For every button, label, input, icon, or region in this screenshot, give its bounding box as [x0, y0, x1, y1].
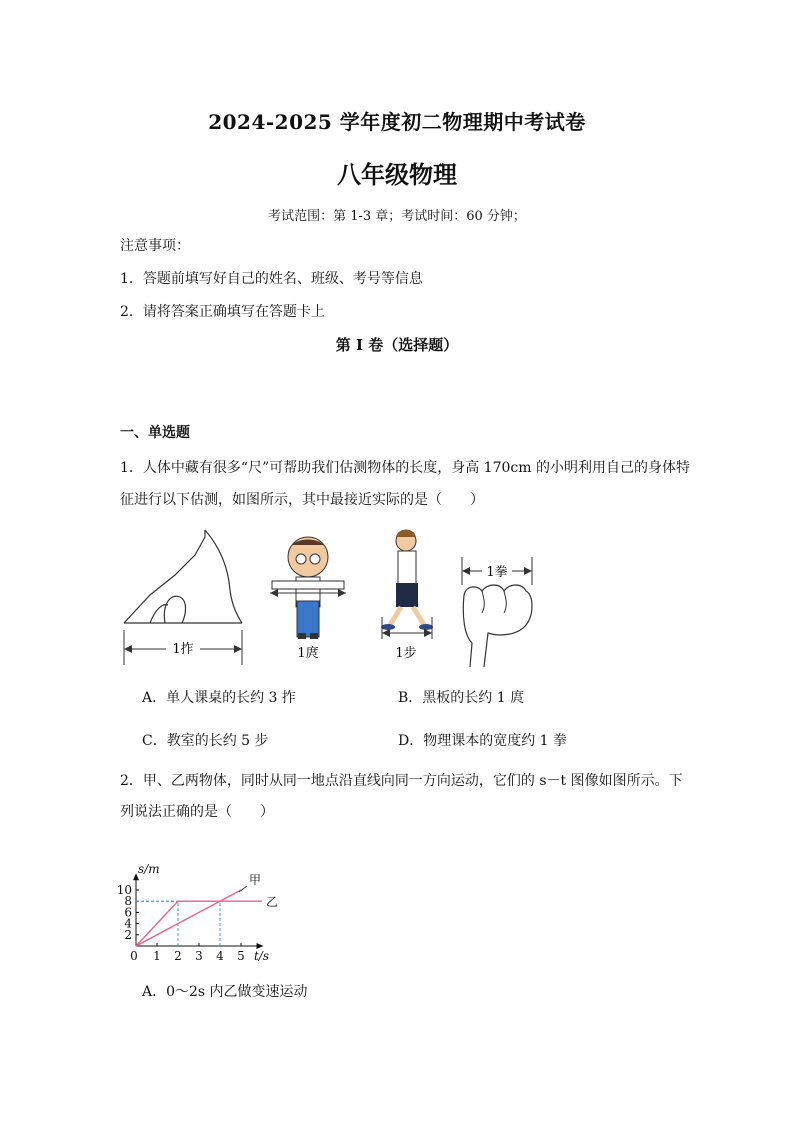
y-tick-label: 2 [124, 927, 132, 942]
q1-stem-line2: 征进行以下估测，如图所示，其中最接近实际的是（ ） [120, 492, 484, 508]
x-tick-label: 1 [153, 949, 161, 963]
q1-body-ruler-figure [110, 525, 670, 675]
y-axis-label: s/m [138, 862, 160, 877]
series-line-yi [136, 901, 262, 946]
note-item-2: 2．请将答案正确填写在答题卡上 [120, 304, 325, 320]
q2-option-a: A．0～2s 内乙做变速运动 [142, 984, 308, 1000]
y-tick-label: 6 [124, 905, 132, 920]
y-tick-label: 10 [116, 883, 132, 897]
x-tick-label: 4 [216, 949, 224, 963]
x-tick-label: 2 [174, 949, 182, 963]
q1-option-c: C．教室的长约 5 步 [142, 733, 269, 749]
s-t-graph [112, 838, 292, 966]
section-title: 一、单选题 [120, 425, 190, 441]
series-label-jia: 甲 [248, 873, 262, 887]
label-zha: 1拃 [172, 642, 194, 657]
q1-option-d: D．物理课本的宽度约 1 拳 [398, 733, 568, 749]
x-axis-label: t/s [253, 949, 270, 963]
exam-title: 2024-2025 学年度初二物理期中考试卷 [208, 110, 586, 134]
x-tick-label: 0 [130, 949, 138, 963]
x-tick-label: 3 [195, 949, 203, 963]
y-tick-label: 4 [124, 916, 132, 931]
q1-stem-line1: 1．人体中藏有很多“尺”可帮助我们估测物体的长度，身高 170cm 的小明利用自己的身体特 [120, 460, 690, 476]
label-bu: 1步 [395, 646, 417, 661]
exam-scope: 考试范围：第 1-3 章；考试时间：60 分钟； [268, 209, 526, 224]
series-label-leader [239, 886, 247, 892]
series-line-jia [136, 890, 241, 946]
arm-span-illustration [270, 537, 346, 661]
q1-option-a: A．单人课桌的长约 3 拃 [142, 690, 296, 706]
label-quan: 1拳 [486, 565, 508, 580]
label-tuo: 1庹 [297, 646, 319, 661]
x-tick-label: 5 [237, 949, 245, 963]
step-illustration [381, 530, 433, 662]
part-title: 第 I 卷（选择题） [335, 336, 459, 354]
q2-stem-line1: 2．甲、乙两物体，同时从同一地点沿直线向同一方向运动，它们的 s－t 图像如图所示。下 [120, 773, 683, 789]
notes-heading: 注意事项： [120, 238, 190, 254]
hand-span-illustration [124, 530, 242, 665]
series-label-yi: 乙 [265, 895, 279, 910]
subject-title: 八年级物理 [337, 160, 457, 189]
note-item-1: 1．答题前填写好自己的姓名、班级、考号等信息 [120, 271, 423, 287]
fist-illustration [462, 557, 532, 667]
q2-stem-line2: 列说法正确的是（ ） [120, 804, 274, 820]
y-tick-label: 8 [124, 894, 132, 909]
q1-option-b: B．黑板的长约 1 庹 [398, 690, 525, 706]
